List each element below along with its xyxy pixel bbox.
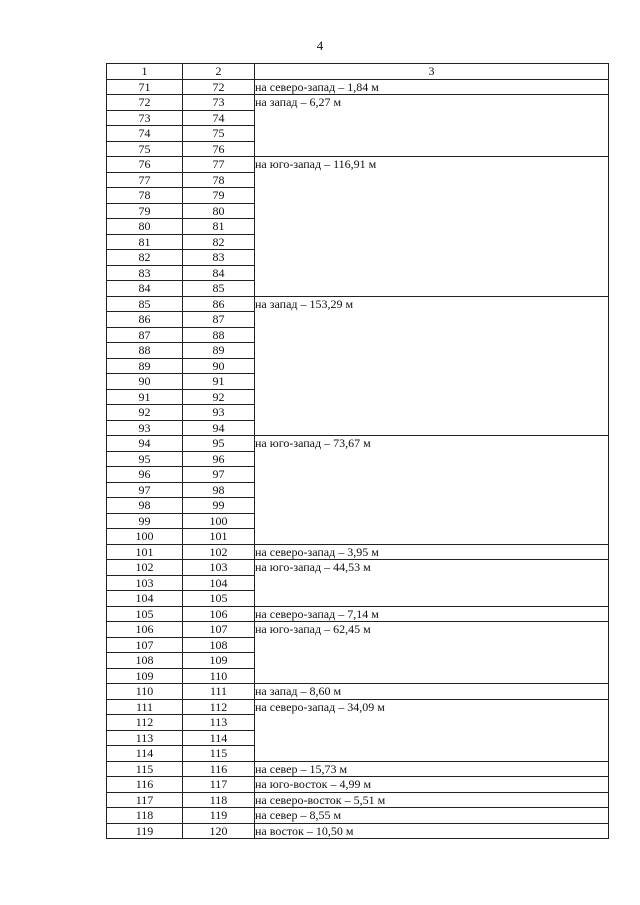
table-body: [107, 79, 609, 839]
from-point-cell: 105: [107, 606, 183, 622]
direction-distance-cell: на северо-запад – 7,14 м: [255, 606, 609, 622]
to-point-cell: 96: [183, 451, 255, 467]
to-point-cell: 97: [183, 467, 255, 483]
from-point-cell: 83: [107, 265, 183, 281]
from-point-cell: 72: [107, 95, 183, 111]
table-row: [107, 560, 609, 576]
from-point-cell: 98: [107, 498, 183, 514]
to-point-cell: 81: [183, 219, 255, 235]
from-point-cell: 116: [107, 777, 183, 793]
from-point-cell: 99: [107, 513, 183, 529]
from-point-cell: 97: [107, 482, 183, 498]
to-point-cell: 108: [183, 637, 255, 653]
direction-distance-cell: на юго-запад – 62,45 м: [255, 622, 609, 684]
to-point-cell: 105: [183, 591, 255, 607]
to-point-cell: 104: [183, 575, 255, 591]
to-point-cell: 106: [183, 606, 255, 622]
from-point-cell: 114: [107, 746, 183, 762]
to-point-cell: 83: [183, 250, 255, 266]
from-point-cell: 78: [107, 188, 183, 204]
to-point-cell: 91: [183, 374, 255, 390]
to-point-cell: 93: [183, 405, 255, 421]
table-row: [107, 777, 609, 793]
header-col-2: 2: [183, 64, 255, 80]
direction-distance-cell: на юго-запад – 73,67 м: [255, 436, 609, 545]
to-point-cell: 82: [183, 234, 255, 250]
from-point-cell: 85: [107, 296, 183, 312]
to-point-cell: 85: [183, 281, 255, 297]
from-point-cell: 110: [107, 684, 183, 700]
to-point-cell: 87: [183, 312, 255, 328]
direction-distance-cell: на северо-восток – 5,51 м: [255, 792, 609, 808]
from-point-cell: 91: [107, 389, 183, 405]
table-row: [107, 808, 609, 824]
to-point-cell: 117: [183, 777, 255, 793]
from-point-cell: 86: [107, 312, 183, 328]
to-point-cell: 80: [183, 203, 255, 219]
from-point-cell: 118: [107, 808, 183, 824]
from-point-cell: 71: [107, 79, 183, 95]
from-point-cell: 96: [107, 467, 183, 483]
to-point-cell: 111: [183, 684, 255, 700]
to-point-cell: 92: [183, 389, 255, 405]
to-point-cell: 77: [183, 157, 255, 173]
from-point-cell: 107: [107, 637, 183, 653]
to-point-cell: 95: [183, 436, 255, 452]
from-point-cell: 74: [107, 126, 183, 142]
from-point-cell: 80: [107, 219, 183, 235]
from-point-cell: 112: [107, 715, 183, 731]
to-point-cell: 119: [183, 808, 255, 824]
to-point-cell: 94: [183, 420, 255, 436]
table-row: [107, 792, 609, 808]
direction-distance-cell: на север – 15,73 м: [255, 761, 609, 777]
from-point-cell: 87: [107, 327, 183, 343]
table-row: [107, 436, 609, 452]
to-point-cell: 73: [183, 95, 255, 111]
from-point-cell: 113: [107, 730, 183, 746]
direction-distance-cell: на северо-запад – 34,09 м: [255, 699, 609, 761]
to-point-cell: 102: [183, 544, 255, 560]
table-row: [107, 684, 609, 700]
table-row: [107, 544, 609, 560]
from-point-cell: 93: [107, 420, 183, 436]
direction-distance-cell: на северо-запад – 3,95 м: [255, 544, 609, 560]
table-row: [107, 95, 609, 111]
from-point-cell: 106: [107, 622, 183, 638]
to-point-cell: 118: [183, 792, 255, 808]
to-point-cell: 100: [183, 513, 255, 529]
to-point-cell: 120: [183, 823, 255, 839]
to-point-cell: 89: [183, 343, 255, 359]
to-point-cell: 88: [183, 327, 255, 343]
direction-distance-cell: на восток – 10,50 м: [255, 823, 609, 839]
table-row: [107, 622, 609, 638]
from-point-cell: 92: [107, 405, 183, 421]
to-point-cell: 110: [183, 668, 255, 684]
from-point-cell: 100: [107, 529, 183, 545]
to-point-cell: 112: [183, 699, 255, 715]
from-point-cell: 94: [107, 436, 183, 452]
to-point-cell: 74: [183, 110, 255, 126]
to-point-cell: 79: [183, 188, 255, 204]
direction-distance-cell: на северо-запад – 1,84 м: [255, 79, 609, 95]
from-point-cell: 104: [107, 591, 183, 607]
from-point-cell: 95: [107, 451, 183, 467]
table-row: [107, 823, 609, 839]
from-point-cell: 102: [107, 560, 183, 576]
to-point-cell: 90: [183, 358, 255, 374]
from-point-cell: 119: [107, 823, 183, 839]
table-row: [107, 699, 609, 715]
page-number: 4: [316, 38, 324, 53]
direction-distance-cell: на юго-запад – 116,91 м: [255, 157, 609, 297]
table-row: [107, 79, 609, 95]
from-point-cell: 101: [107, 544, 183, 560]
from-point-cell: 88: [107, 343, 183, 359]
direction-distance-cell: на север – 8,55 м: [255, 808, 609, 824]
to-point-cell: 72: [183, 79, 255, 95]
direction-distance-cell: на запад – 6,27 м: [255, 95, 609, 157]
from-point-cell: 81: [107, 234, 183, 250]
to-point-cell: 99: [183, 498, 255, 514]
from-point-cell: 90: [107, 374, 183, 390]
to-point-cell: 86: [183, 296, 255, 312]
direction-distance-cell: на юго-восток – 4,99 м: [255, 777, 609, 793]
boundary-table: [106, 63, 609, 839]
to-point-cell: 98: [183, 482, 255, 498]
from-point-cell: 75: [107, 141, 183, 157]
header-col-3: 3: [255, 64, 609, 80]
to-point-cell: 75: [183, 126, 255, 142]
table-row: [107, 606, 609, 622]
to-point-cell: 114: [183, 730, 255, 746]
table-row: [107, 157, 609, 173]
direction-distance-cell: на юго-запад – 44,53 м: [255, 560, 609, 607]
from-point-cell: 79: [107, 203, 183, 219]
to-point-cell: 115: [183, 746, 255, 762]
from-point-cell: 77: [107, 172, 183, 188]
to-point-cell: 103: [183, 560, 255, 576]
from-point-cell: 115: [107, 761, 183, 777]
from-point-cell: 103: [107, 575, 183, 591]
to-point-cell: 101: [183, 529, 255, 545]
direction-distance-cell: на запад – 153,29 м: [255, 296, 609, 436]
from-point-cell: 89: [107, 358, 183, 374]
table-row: [107, 296, 609, 312]
table-row: [107, 761, 609, 777]
from-point-cell: 76: [107, 157, 183, 173]
from-point-cell: 109: [107, 668, 183, 684]
from-point-cell: 82: [107, 250, 183, 266]
to-point-cell: 78: [183, 172, 255, 188]
from-point-cell: 73: [107, 110, 183, 126]
to-point-cell: 109: [183, 653, 255, 669]
to-point-cell: 116: [183, 761, 255, 777]
to-point-cell: 107: [183, 622, 255, 638]
to-point-cell: 84: [183, 265, 255, 281]
table-header: [107, 64, 609, 80]
to-point-cell: 76: [183, 141, 255, 157]
from-point-cell: 111: [107, 699, 183, 715]
header-row: [107, 64, 609, 80]
from-point-cell: 117: [107, 792, 183, 808]
header-col-1: 1: [107, 64, 183, 80]
direction-distance-cell: на запад – 8,60 м: [255, 684, 609, 700]
from-point-cell: 84: [107, 281, 183, 297]
to-point-cell: 113: [183, 715, 255, 731]
from-point-cell: 108: [107, 653, 183, 669]
